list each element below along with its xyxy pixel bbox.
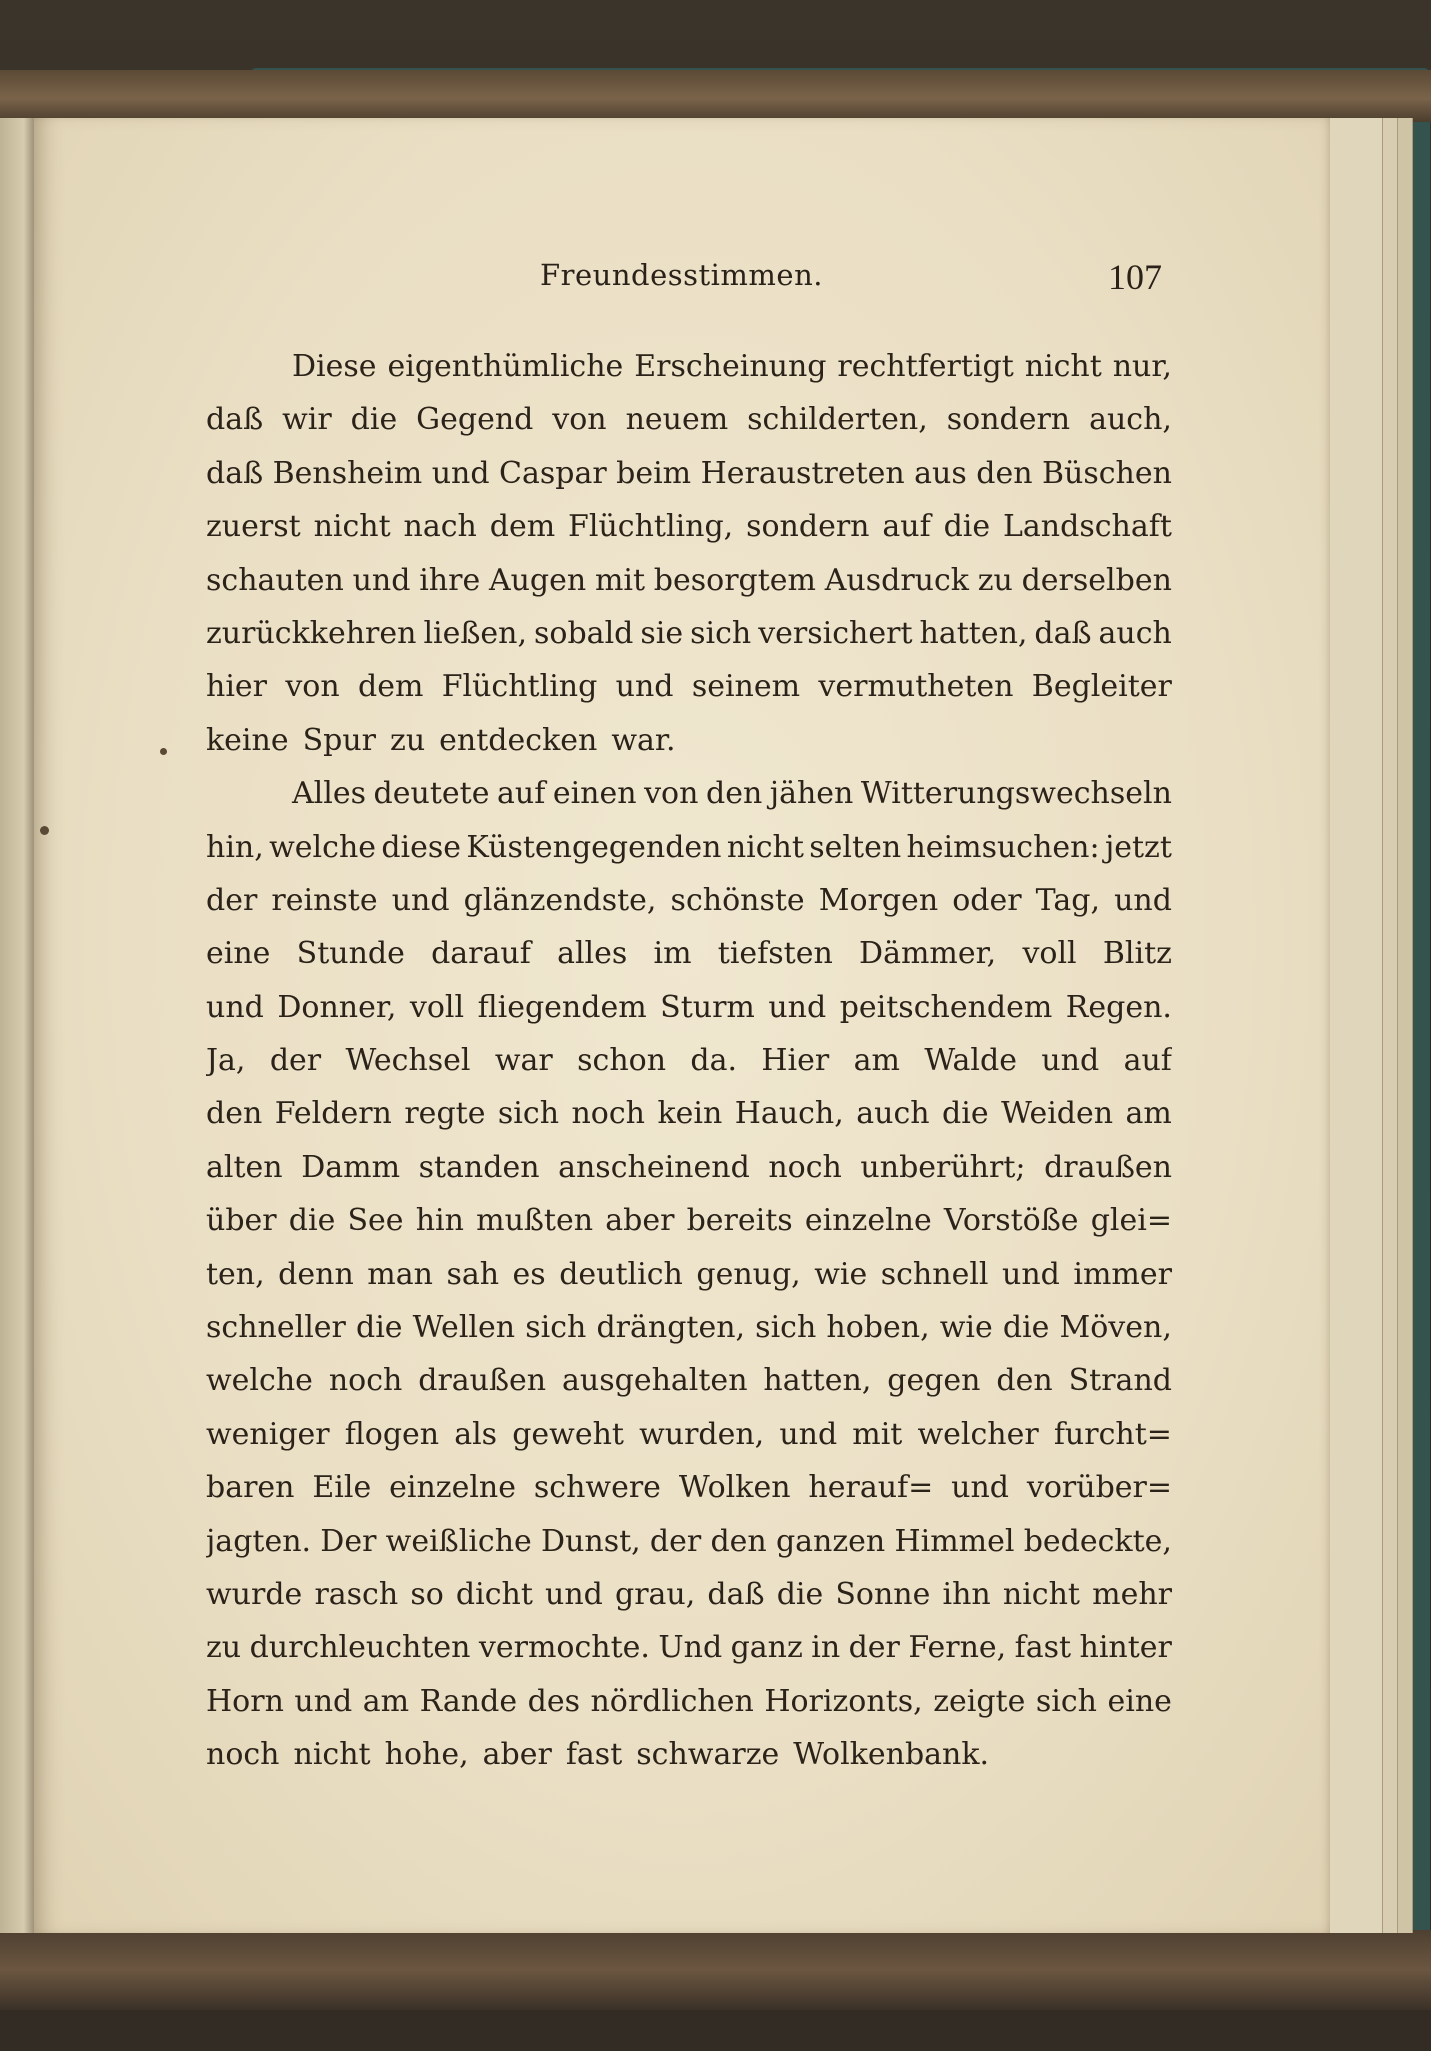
text-line: alten Damm standen anscheinend noch unberührt; draußen bbox=[206, 1149, 1172, 1185]
text-line: hier von dem Flüchtling und seinem vermutheten Begleiter bbox=[206, 669, 1172, 705]
text-line: zu durchleuchten vermochte. Und ganz in der Ferne, fast hinter bbox=[206, 1630, 1172, 1666]
text-line: daß wir die Gegend von neuem schilderten, sondern auch, bbox=[206, 402, 1172, 438]
facing-page-edge bbox=[0, 118, 34, 1933]
text-line: eine Stunde darauf alles im tiefsten Dämmer, voll Blitz bbox=[206, 936, 1172, 972]
text-line: keine Spur zu entdecken war. bbox=[206, 722, 676, 758]
text-line: Horn und am Rande des nördlichen Horizonts, zeigte sich eine bbox=[206, 1683, 1172, 1719]
text-line: welche noch draußen ausgehalten hatten, gegen den Strand bbox=[206, 1363, 1172, 1399]
text-line: Alles deutete auf einen von den jähen Witterungswechseln bbox=[292, 776, 1172, 812]
text-line: daß Bensheim und Caspar beim Heraustreten aus den Büschen bbox=[206, 455, 1172, 491]
page-number: 107 bbox=[1108, 257, 1162, 297]
paper-speck bbox=[40, 826, 49, 835]
text-line: zurückkehren ließen, sobald sie sich versichert hatten, daß auch bbox=[206, 615, 1172, 651]
text-line: noch nicht hohe, aber fast schwarze Wolkenbank. bbox=[206, 1737, 990, 1773]
text-line: schauten und ihre Augen mit besorgtem Ausdruck zu derselben bbox=[206, 562, 1172, 598]
cover-bottom-edge bbox=[0, 1930, 1431, 2010]
text-line: hin, welche diese Küstengegenden nicht selten heimsuchen: jetzt bbox=[206, 829, 1172, 865]
page-edge bbox=[1330, 118, 1383, 1933]
text-line: jagten. Der weißliche Dunst, der den ganzen Himmel bedeckte, bbox=[206, 1523, 1172, 1559]
text-line: der reinste und glänzendste, schönste Morgen oder Tag, und bbox=[206, 882, 1172, 918]
text-line: ten, denn man sah es deutlich genug, wie schnell und immer bbox=[206, 1256, 1172, 1292]
text-line: schneller die Wellen sich drängten, sich hoben, wie die Möven, bbox=[206, 1310, 1172, 1346]
text-line: Diese eigenthümliche Erscheinung rechtfertigt nicht nur, bbox=[292, 349, 1172, 384]
text-line: Ja, der Wechsel war schon da. Hier am Walde und auf bbox=[206, 1043, 1172, 1079]
text-line: zuerst nicht nach dem Flüchtling, sondern auf die Landschaft bbox=[206, 509, 1172, 545]
text-line: baren Eile einzelne schwere Wolken herauf= und vorüber= bbox=[206, 1470, 1172, 1506]
text-line: und Donner, voll fliegendem Sturm und peitschendem Regen. bbox=[206, 989, 1172, 1025]
text-line: weniger flogen als geweht wurden, und mit welcher furcht= bbox=[206, 1416, 1172, 1452]
paper-speck bbox=[160, 748, 167, 755]
text-line: über die See hin mußten aber bereits einzelne Vorstöße glei= bbox=[206, 1203, 1172, 1239]
running-title: Freundesstimmen. bbox=[540, 258, 823, 292]
text-line: wurde rasch so dicht und grau, daß die Sonne ihn nicht mehr bbox=[206, 1576, 1172, 1612]
cover-top-edge bbox=[0, 70, 1431, 122]
text-line: den Feldern regte sich noch kein Hauch, auch die Weiden am bbox=[206, 1096, 1172, 1132]
body-text bbox=[206, 340, 1172, 1782]
